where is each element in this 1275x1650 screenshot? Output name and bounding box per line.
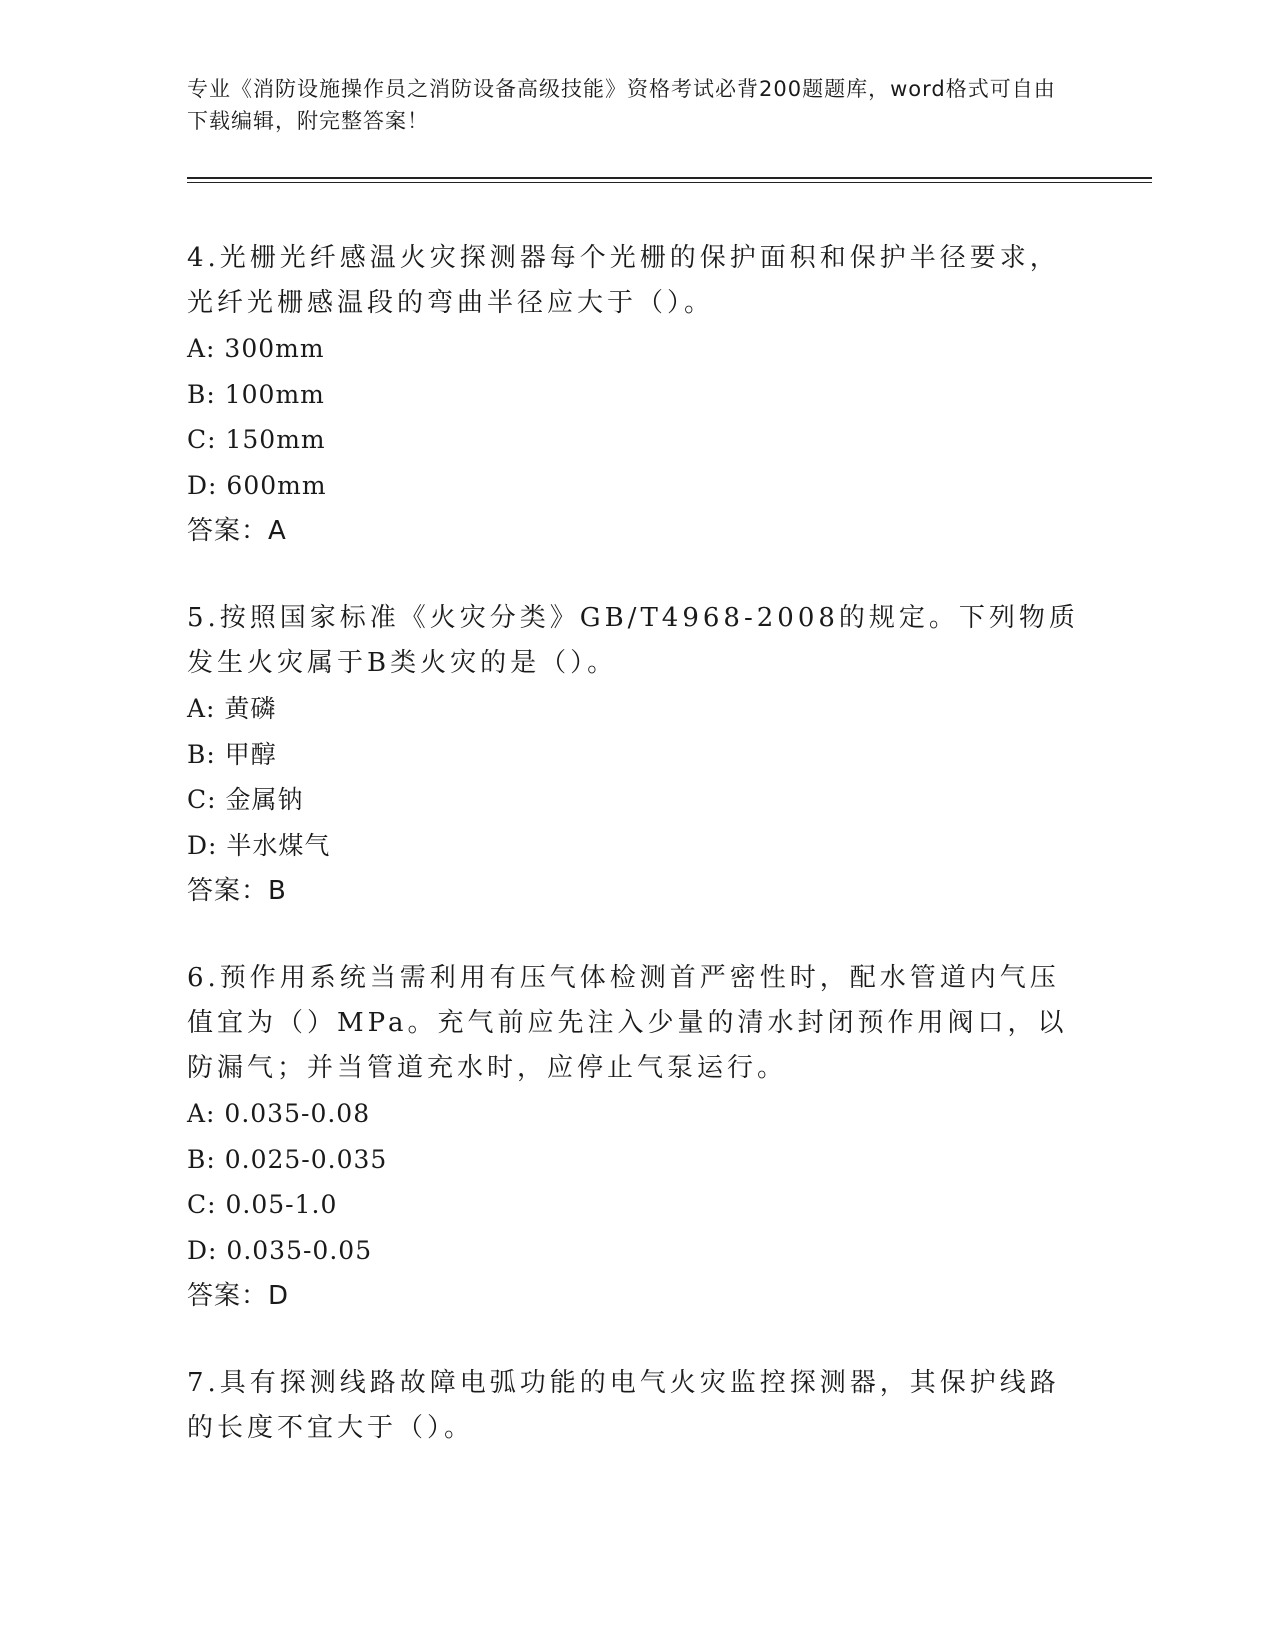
answer-line: 答案：B [187,876,287,906]
header-divider-thin [187,182,1152,183]
option-c: C: 金属钠 [187,785,304,814]
option-list [187,326,1087,508]
question-stem: 7.具有探测线路故障电弧功能的电气火灾监控探测器，其保护线路的长度不宜大于（）。 [187,1368,1060,1443]
document-header-text: 专业《消防设施操作员之消防设备高级技能》资格考试必背200题题库，word格式可自由下载编辑，附完整答案！ [187,77,1056,133]
question-stem: 5.按照国家标准《火灾分类》GB/T4968-2008的规定。下列物质发生火灾属于B类火灾的是（）。 [187,603,1079,678]
option-c: C: 0.05-1.0 [187,1190,338,1219]
question-stem: 6.预作用系统当需利用有压气体检测首严密性时，配水管道内气压值宜为（）MPa。充气前应先注入少量的清水封闭预作用阀口，以防漏气；并当管道充水时，应停止气泵运行。 [187,963,1068,1083]
question-5 [187,596,1087,914]
question-7 [187,1361,1087,1451]
option-b: B: 0.025-0.035 [187,1144,388,1174]
question-list [187,236,1087,1493]
header-divider-thick [187,177,1152,179]
option-a: A: 300mm [187,334,325,363]
answer-line: 答案：A [187,516,287,546]
option-b: B: 100mm [187,379,325,409]
question-6 [187,956,1087,1319]
option-d: D: 半水煤气 [187,830,331,860]
option-list [187,1091,1087,1273]
answer-line: 答案：D [187,1281,290,1311]
option-d: D: 600mm [187,470,327,500]
option-b: B: 甲醇 [187,739,277,769]
option-d: D: 0.035-0.05 [187,1235,373,1265]
option-c: C: 150mm [187,425,326,454]
question-4 [187,236,1087,554]
option-a: A: 黄磷 [187,694,277,723]
question-stem: 4.光栅光纤感温火灾探测器每个光栅的保护面积和保护半径要求，光纤光栅感温段的弯曲半径应大于（）。 [187,243,1060,318]
option-list [187,686,1087,868]
option-a: A: 0.035-0.08 [187,1099,371,1128]
